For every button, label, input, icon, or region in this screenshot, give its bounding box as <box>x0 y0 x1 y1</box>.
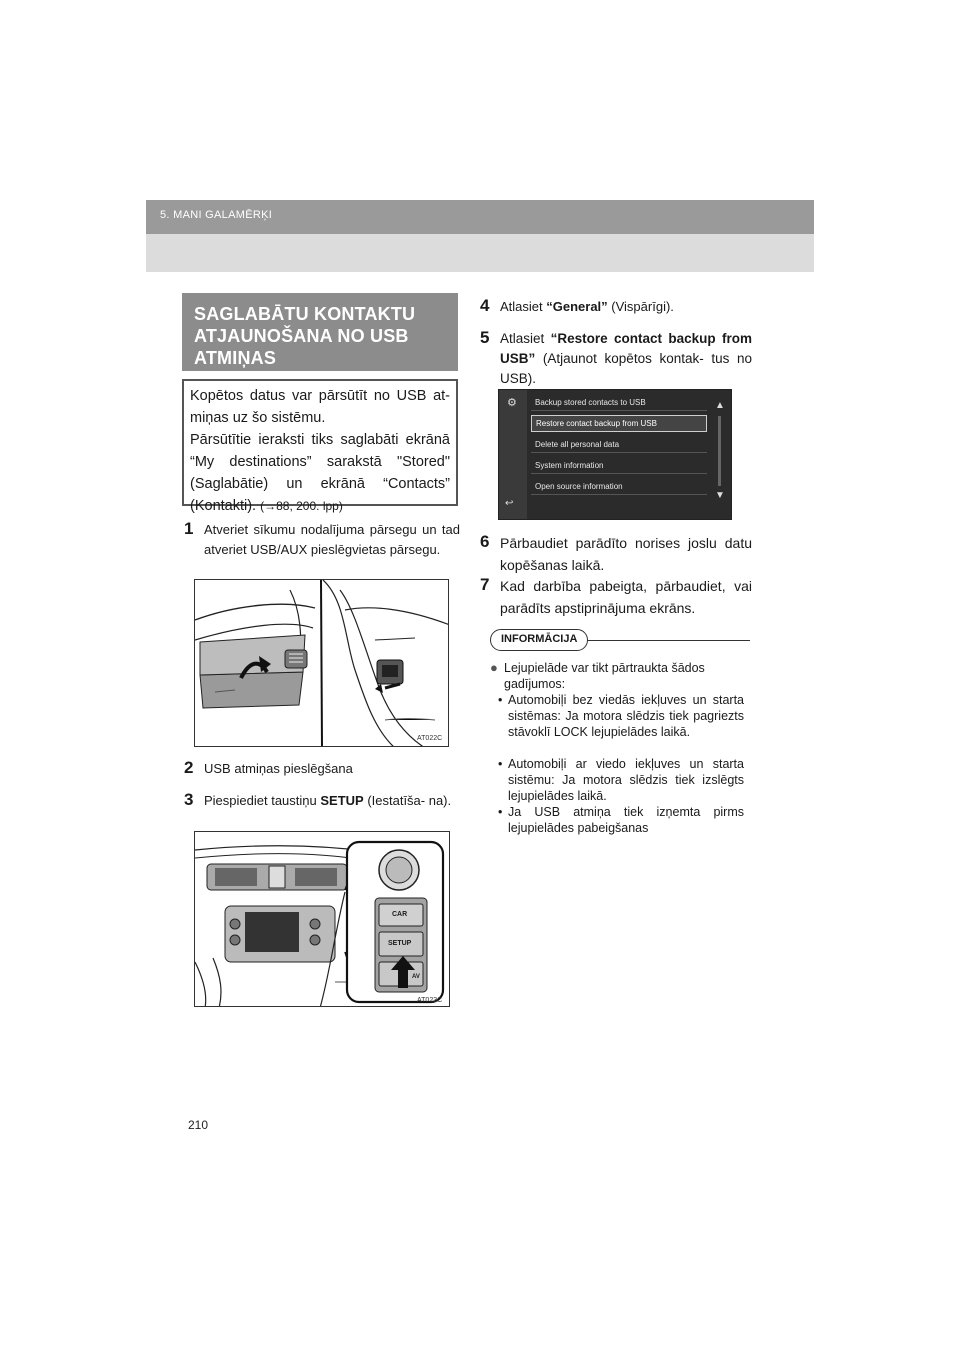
step-5 <box>480 329 752 389</box>
dashboard-figure <box>194 831 450 1007</box>
setup-screen-figure <box>498 389 732 520</box>
step-text <box>480 329 752 389</box>
menu-item-delete[interactable]: Delete all personal data <box>531 436 707 453</box>
step-number: 1 <box>184 519 194 538</box>
figure-code: AT022C <box>417 735 443 742</box>
info-sub-text: Ja USB atmiņa tiek izņemta pirms lejupielādes pabeigšanas <box>508 805 744 835</box>
step-text-pre: Atlasiet <box>500 331 551 346</box>
step-number: 6 <box>480 532 490 551</box>
step-7 <box>480 575 752 619</box>
info-bullet-text: Lejupielāde var tikt pārtraukta šādos gadījumos: <box>504 661 705 691</box>
settings-gear-icon: ⚙ <box>507 397 517 409</box>
header-strip <box>146 234 814 272</box>
step-number: 4 <box>480 296 490 315</box>
menu-option-label: “General” <box>546 299 608 314</box>
step-text-pre: Piespiediet taustiņu <box>204 793 321 808</box>
step-text: Atveriet sīkumu nodalījuma pārsegu un tad atveriet USB/AUX pieslēgvietas pārsegu. <box>204 522 460 557</box>
step-number: 2 <box>184 758 194 777</box>
info-sub-text: Automobiļi bez viedās iekļuves un starta sistēmas: Ja motora slēdzis tiek pagriezts stāvoklī LOCK lejupielādes laikā. <box>508 693 744 739</box>
info-bullet <box>490 660 752 692</box>
step-text-post: (Atjaunot kopētos kontak- tus no USB). <box>500 351 752 386</box>
menu-option-label: “Restore contact backup from USB” <box>500 331 752 366</box>
intro-paragraph-1: Kopētos datus var pārsūtīt no USB at- miņas uz šo sistēmu. <box>190 388 450 426</box>
step-text-post: (Vispārīgi). <box>607 299 674 314</box>
step-3 <box>184 791 460 811</box>
menu-item-restore[interactable]: Restore contact backup from USB <box>531 415 707 432</box>
step-text-post: (Iestatīša- na). <box>363 793 452 808</box>
title-box <box>182 293 458 371</box>
page-number: 210 <box>188 1118 209 1132</box>
scrollbar[interactable] <box>718 416 721 486</box>
info-sub-item <box>498 756 744 804</box>
step-text-pre: Atlasiet <box>500 299 547 314</box>
step-text: USB atmiņas pieslēgšana <box>204 761 353 776</box>
sub-bullet-icon: • <box>498 757 503 771</box>
menu-item-open-source[interactable]: Open source information <box>531 478 707 495</box>
sub-bullet-icon: • <box>498 693 503 707</box>
back-icon: ↩ <box>505 498 514 509</box>
sub-bullet-icon: • <box>498 805 503 819</box>
step-number: 3 <box>184 790 194 809</box>
figure-code: AT023C <box>417 997 443 1004</box>
step-4 <box>480 297 752 317</box>
page-title: SAGLABĀTU KONTAKTU ATJAUNOŠANA NO USB ATMIŅAS <box>194 304 416 368</box>
scroll-down-icon[interactable]: ▼ <box>715 490 725 501</box>
info-sub-item <box>498 692 744 740</box>
dashboard-illustration <box>195 832 450 1007</box>
step-1 <box>184 520 460 560</box>
intro-box <box>182 379 458 514</box>
section-title: 5. MANI GALAMĒRĶI <box>160 209 273 221</box>
info-sub-text: Automobiļi ar viedo iekļuves un starta sistēmu: Ja motora slēdzis tiek izslēgts lejupielādes laikā. <box>508 757 744 803</box>
setup-key-label: SETUP <box>320 793 364 808</box>
page-reference: (→88, 200. lpp) <box>260 499 343 513</box>
info-sub-item <box>498 804 744 836</box>
glovebox-illustration <box>195 580 449 747</box>
step-2 <box>184 759 460 779</box>
av-button-label: AV <box>412 974 420 980</box>
glovebox-figure <box>194 579 449 747</box>
menu-item-backup[interactable]: Backup stored contacts to USB <box>531 394 707 411</box>
info-label: INFORMĀCIJA <box>490 629 588 651</box>
step-text: Kad darbība pabeigta, pārbaudiet, vai parādīts apstiprinājuma ekrāns. <box>500 578 752 616</box>
setup-button-label: SETUP <box>388 940 412 947</box>
intro-text-2: Pārsūtītie ieraksti tiks saglabāti ekrānā “My destinations” sarakstā "Stored" (Saglabātie) un ekrānā “Contacts” (Kontakti). <box>190 432 450 514</box>
step-number: 7 <box>480 575 490 594</box>
bullet-dot-icon: ● <box>490 660 498 675</box>
step-number: 5 <box>480 328 490 347</box>
step-text <box>480 297 752 317</box>
menu-item-system-info[interactable]: System information <box>531 457 707 474</box>
car-button-label: CAR <box>392 911 408 918</box>
step-6 <box>480 532 752 576</box>
intro-paragraph-2 <box>190 429 450 517</box>
header-bar <box>146 200 814 234</box>
step-text <box>184 791 460 811</box>
scroll-up-icon[interactable]: ▲ <box>715 400 725 411</box>
step-text: Pārbaudiet parādīto norises joslu datu kopēšanas laikā. <box>500 535 752 573</box>
